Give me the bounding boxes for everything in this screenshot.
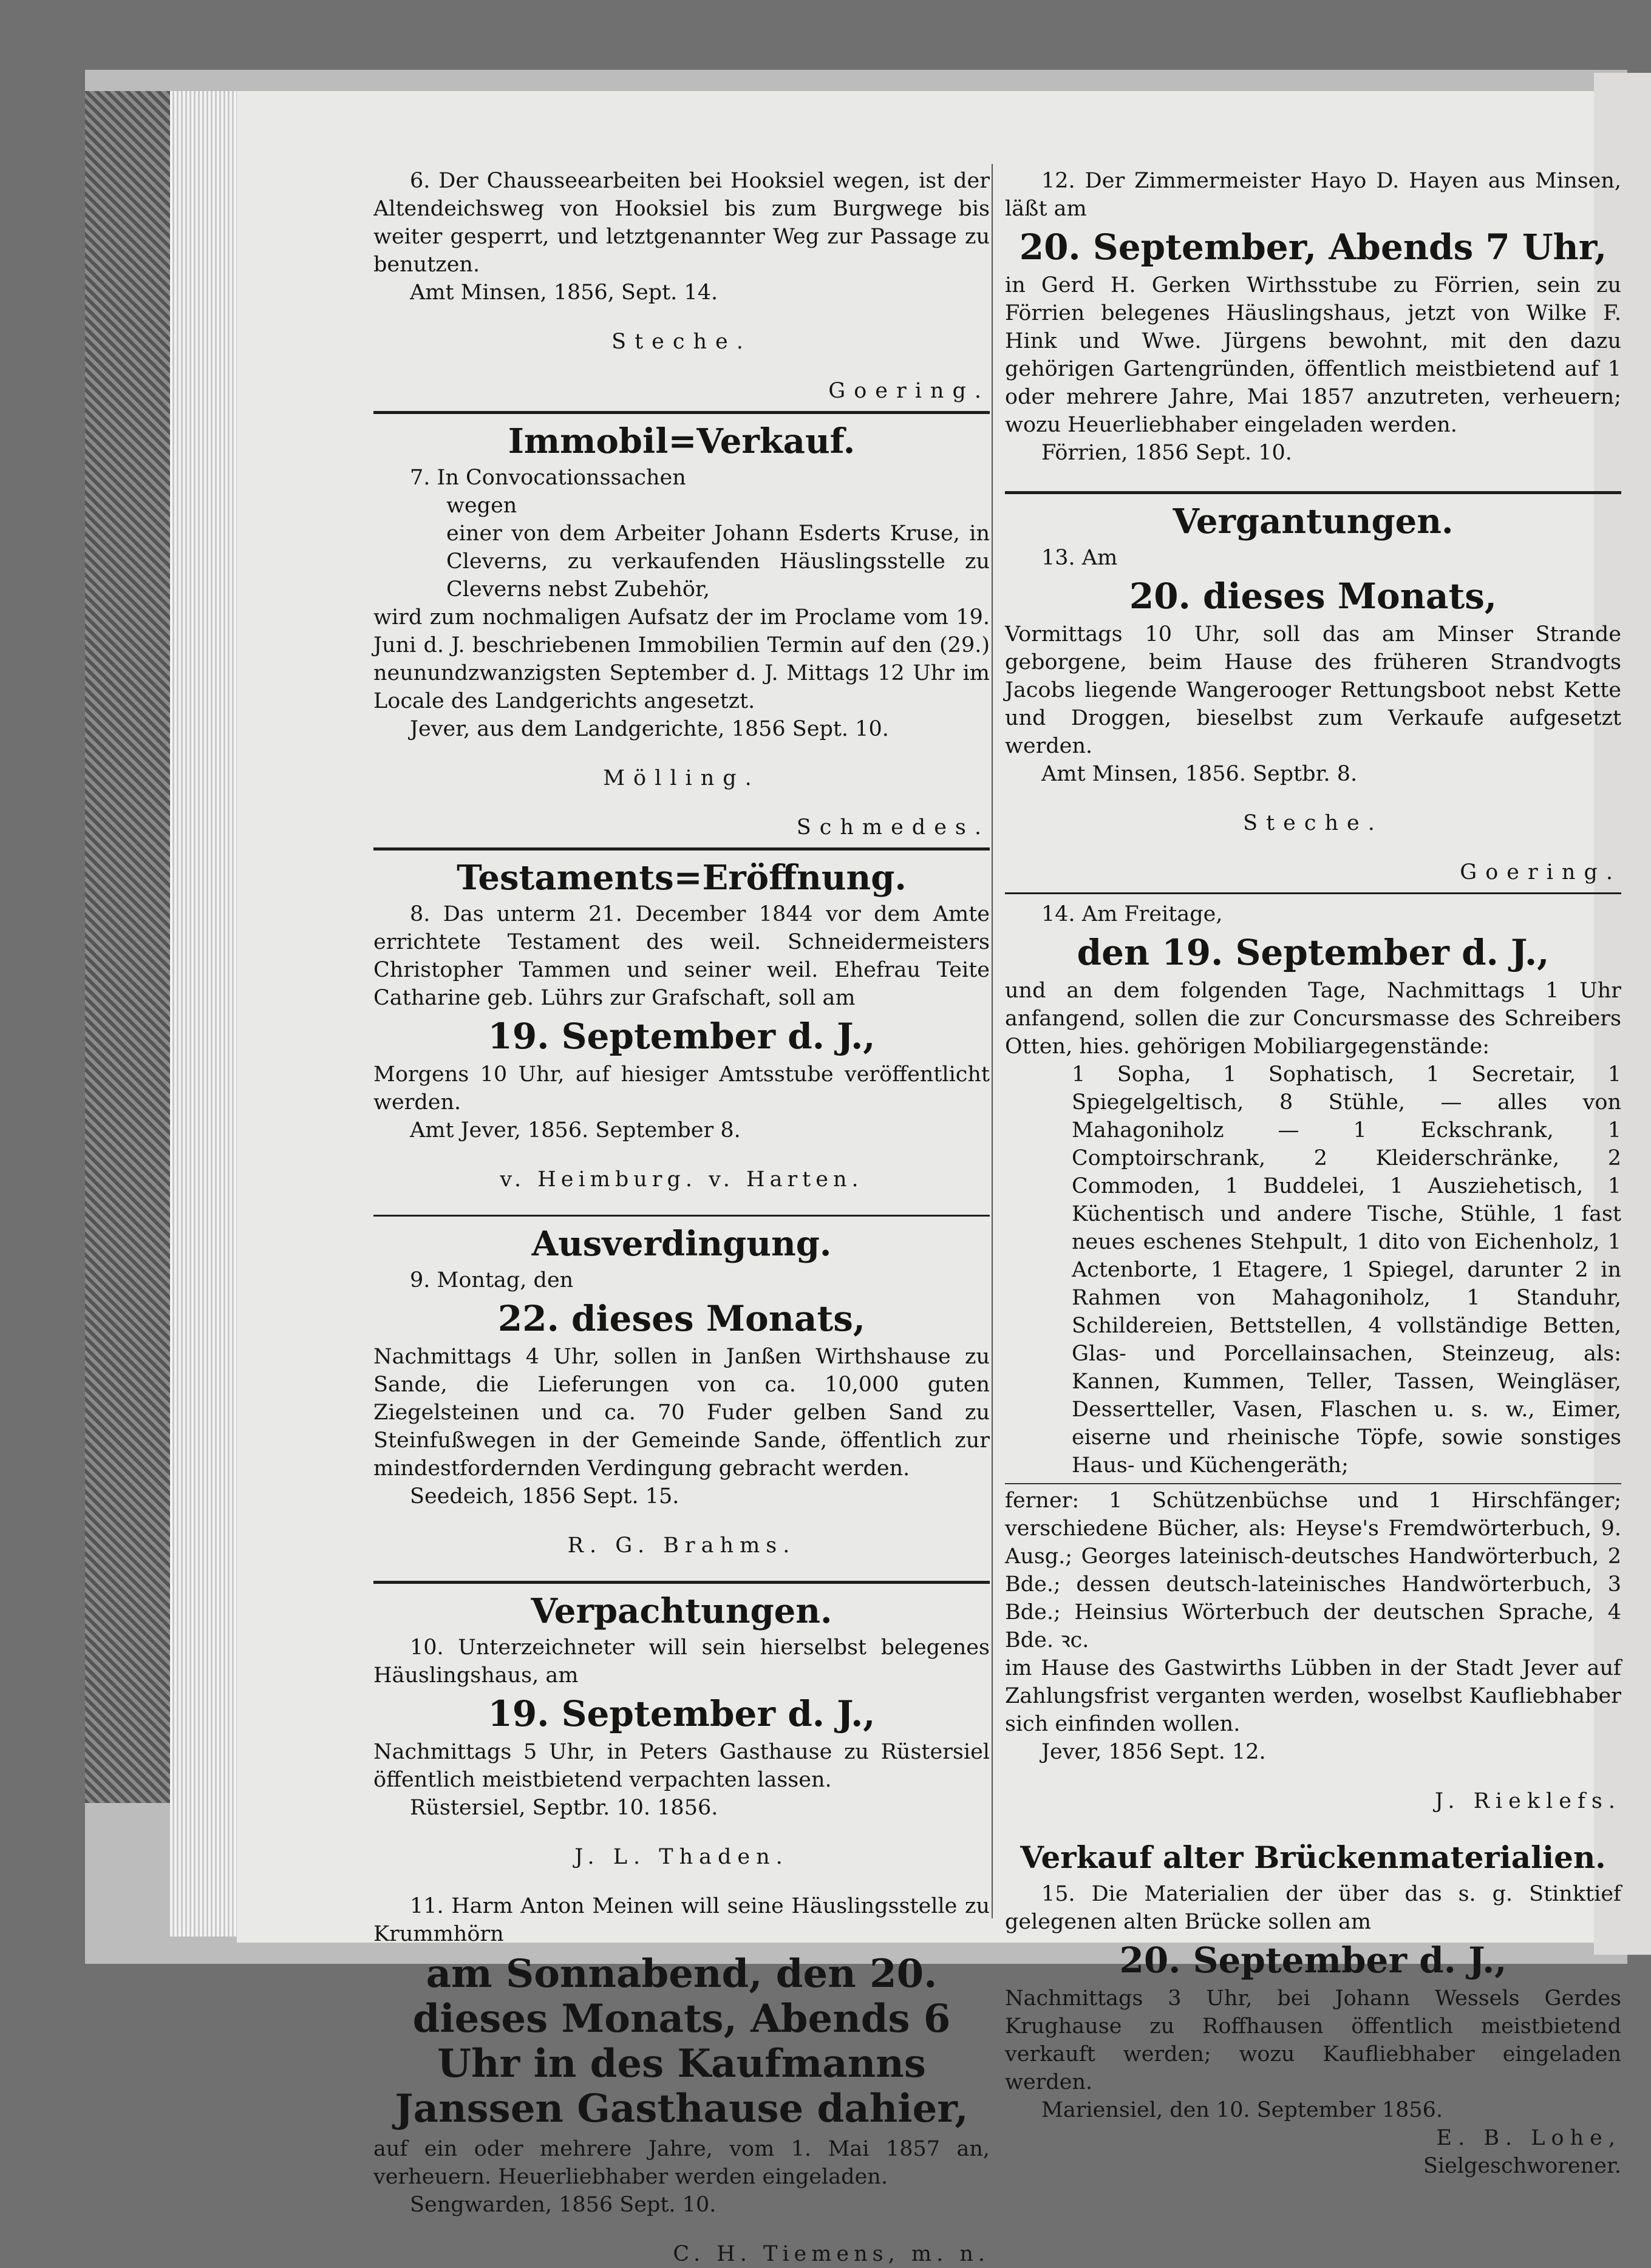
notice-8-place: Amt Jever, 1856. September 8. — [410, 1118, 741, 1142]
heading-verkauf-brueckenmaterialien: Verkauf alter Brückenmaterialien. — [1020, 1839, 1606, 1875]
notice-6-signature-1: Steche. — [611, 330, 752, 354]
notice-13-place: Amt Minsen, 1856. Septbr. 8. — [1041, 762, 1358, 786]
notice-9-place: Seedeich, 1856 Sept. 15. — [410, 1484, 679, 1509]
notice-12-place: Förrien, 1856 Sept. 10. — [1041, 441, 1292, 465]
notice-14-text: und an dem folgenden Tage, Nachmittags 1 Uhr anfangend, sollen die zur Concursmasse des Schreibers Otten, hies. gehörigen Mobiliargegenstände: — [1005, 979, 1621, 1059]
notice-15-signature-2: Sielgeschworener. — [1423, 2154, 1621, 2178]
heading-immobil-verkauf: Immobil=Verkauf. — [508, 421, 856, 461]
notice-12-text: 12. Der Zimmermeister Hayo D. Hayen aus Minsen, läßt am — [1005, 169, 1621, 221]
notice-13-date: 20. dieses Monats, — [1129, 575, 1497, 617]
notice-6-text: 6. Der Chausseearbeiten bei Hooksiel wegen, ist der Altendeichsweg von Hooksiel bis zum Burgwege bis weiter gesperrt, und letztgenannter Weg zur Passage zu benutzen. — [373, 169, 990, 277]
notice-11-text-2: auf ein oder mehrere Jahre, vom 1. Mai 1857 an, verheuern. Heuerliebhaber werden eingeladen. — [373, 2137, 990, 2189]
heading-ausverdingung: Ausverdingung. — [531, 1224, 832, 1264]
notice-12-text-2: in Gerd H. Gerken Wirthsstube zu Förrien, sein zu Förrien belegenes Häuslingshaus, jetzt von Wilke F. Hink und Wwe. Jürgens bewohnt, mit den dazu gehörigen Gartengründen, öffentlich meistbietend auf 1 oder mehrere Jahre, Mai 1857 anzutreten, verheuern; wozu Heuerliebhaber eingeladen werden. — [1005, 273, 1621, 437]
notice-10-place: Rüstersiel, Septbr. 10. 1856. — [410, 1796, 718, 1820]
notice-7-signature-1: Mölling. — [603, 766, 760, 790]
notice-10-text: 10. Unterzeichneter will sein hierselbst belegenes Häuslingshaus, am — [373, 1635, 990, 1688]
notice-9-text: Nachmittags 4 Uhr, sollen in Janßen Wirthshause zu Sande, die Lieferungen von ca. 10,000 guten Ziegelsteinen und ca. 70 Fuder gelben Sand zu Steinfußwegen in der Gemeinde Sande, öffentlich zur mindestfordernden Verdingung gebracht werden. — [373, 1345, 990, 1481]
notice-15-text-2: Nachmittags 3 Uhr, bei Johann Wessels Gerdes Krughause zu Roffhausen öffentlich meistbietend verkauft werden; wozu Kaufliebhaber eingeladen werden. — [1005, 1986, 1621, 2094]
section-rule — [1005, 491, 1621, 494]
right-column — [1005, 167, 1621, 2178]
book-spine — [85, 91, 170, 1803]
notice-10-signature: J. L. Thaden. — [574, 1845, 789, 1869]
notice-15-text: 15. Die Materialien der über das s. g. Stinktief gelegenen alten Brücke sollen am — [1005, 1882, 1621, 1934]
section-rule — [373, 411, 990, 414]
column-separator — [992, 164, 993, 1918]
notice-15-place: Mariensiel, den 10. September 1856. — [1041, 2098, 1443, 2122]
section-rule — [373, 847, 990, 850]
notice-14-signature: J. Rieklefs. — [1435, 1789, 1621, 1813]
notice-13-signature-2: Goering. — [1460, 860, 1621, 884]
notice-11-text: 11. Harm Anton Meinen will seine Häuslingsstelle zu Krummhörn — [373, 1894, 990, 1946]
notice-8-date: 19. September d. J., — [488, 1016, 876, 1057]
notice-9-date: 22. dieses Monats, — [497, 1298, 866, 1339]
notice-6-place: Amt Minsen, 1856, Sept. 14. — [410, 280, 718, 305]
notice-11-place: Sengwarden, 1856 Sept. 10. — [410, 2193, 717, 2217]
notice-11-date: am Sonnabend, den 20. dieses Monats, Abends 6 Uhr in des Kaufmanns Janssen Gasthause dahier, — [395, 1951, 968, 2131]
notice-7-text: wird zum nochmaligen Aufsatz der im Proclame vom 19. Juni d. J. beschriebenen Immobilien Termin auf den (29.) neunundzwanzigsten September d. J. Mittags 12 Uhr im Locale des Landgerichts angesetzt. — [373, 605, 990, 713]
notice-14-ferner: ferner: 1 Schützenbüchse und 1 Hirschfänger; verschiedene Bücher, als: Heyse's Fremdwörterbuch, 9. Ausg.; Georges lateinisch-deutsches Handwörterbuch, 2 Bde.; dessen deutsch-lateinisches Handwörterbuch, 3 Bde.; Heinsius Wörterbuch der deutschen Sprache, 4 Bde. ꝛc. — [1005, 1483, 1621, 1654]
notice-9-line-1: 9. Montag, den — [410, 1268, 574, 1292]
notice-14-text-2: im Hause des Gastwirths Lübben in der Stadt Jever auf Zahlungsfrist verganten werden, woselbst Kaufliebhaber sich einfinden wollen. — [1005, 1656, 1621, 1736]
heading-testaments-eroeffnung: Testaments=Eröffnung. — [457, 858, 907, 898]
notice-8-text: 8. Das unterm 21. December 1844 vor dem Amte errichtete Testament des weil. Schneidermeisters Christopher Tammen und seiner weil. Ehefrau Teite Catharine geb. Lührs zur Grafschaft, soll am — [373, 902, 990, 1010]
notice-14-place: Jever, 1856 Sept. 12. — [1041, 1740, 1266, 1764]
left-column — [373, 167, 990, 2266]
section-rule — [1005, 892, 1621, 894]
section-rule — [373, 1581, 990, 1584]
notice-10-date: 19. September d. J., — [488, 1693, 876, 1734]
notice-14-item-list: 1 Sopha, 1 Sophatisch, 1 Secretair, 1 Spiegelgeltisch, 8 Stühle, — alles von Mahagoniholz — 1 Eckschrank, 1 Comptoirschrank, 2 Kleiderschränke, 2 Commoden, 1 Buddelei, 1 Ausziehetisch, 1 Küchentisch und andere Tische, Stühle, 1 fast neues eschenes Stehpult, 1 dito von Eichenholz, 1 Actenborte, 1 Etagere, 1 Spiegel, darunter 2 in Rahmen von Mahagoniholz, 1 Standuhr, Schildereien, Bettstellen, 4 vollständige Betten, Glas- und Porcellainsachen, Steinzeug, als: Kannen, Kummen, Teller, Tassen, Weingläser, Dessertteller, Vasen, Flaschen u. s. w., Eimer, eiserne und rheinische Töpfe, sowie sonstiges Haus- und Küchengeräth; — [1072, 1062, 1621, 1478]
notice-12-date: 20. September, Abends 7 Uhr, — [1019, 226, 1607, 268]
notice-15-signature-1: E. B. Lohe, — [1436, 2126, 1621, 2150]
heading-verpachtungen: Verpachtungen. — [531, 1591, 832, 1631]
notice-7-place: Jever, aus dem Landgerichte, 1856 Sept. 10. — [410, 717, 889, 741]
page-edges — [170, 91, 237, 1937]
notice-11-signature: C. H. Tiemens, m. n. — [673, 2242, 990, 2266]
notice-6-signature-2: Goering. — [828, 379, 990, 403]
notice-7-line-1: 7. In Convocationssachen — [410, 466, 686, 490]
notice-8-text-2: Morgens 10 Uhr, auf hiesiger Amtsstube veröffentlicht werden. — [373, 1062, 990, 1115]
notice-13-signature-1: Steche. — [1243, 811, 1383, 835]
notice-7-line-3: einer von dem Arbeiter Johann Esderts Kruse, in Cleverns, zu verkaufenden Häuslingsstelle zu Cleverns nebst Zubehör, — [446, 521, 990, 602]
heading-vergantungen: Vergantungen. — [1173, 501, 1454, 542]
notice-7-signature-2: Schmedes. — [796, 815, 990, 840]
notice-14-date: den 19. September d. J., — [1077, 932, 1550, 973]
section-rule — [373, 1215, 990, 1217]
notice-13-text: Vormittags 10 Uhr, soll das am Minser Strande geborgene, beim Hause des früheren Strandvogts Jacobs liegende Wangerooger Rettungsboot nebst Kette und Droggen, bieselbst zum Verkaufe aufgesetzt werden. — [1005, 622, 1621, 758]
notice-9-signature: R. G. Brahms. — [567, 1533, 796, 1558]
notice-15-date: 20. September d. J., — [1119, 1940, 1507, 1981]
notice-13-line-1: 13. Am — [1041, 546, 1118, 570]
notice-14-line-1: 14. Am Freitage, — [1041, 902, 1223, 926]
notice-8-signature: v. Heimburg. v. Harten. — [500, 1167, 863, 1192]
notice-10-text-2: Nachmittags 5 Uhr, in Peters Gasthause zu Rüstersiel öffentlich meistbietend verpachten lassen. — [373, 1740, 990, 1792]
notice-7-line-2: wegen — [446, 494, 517, 518]
